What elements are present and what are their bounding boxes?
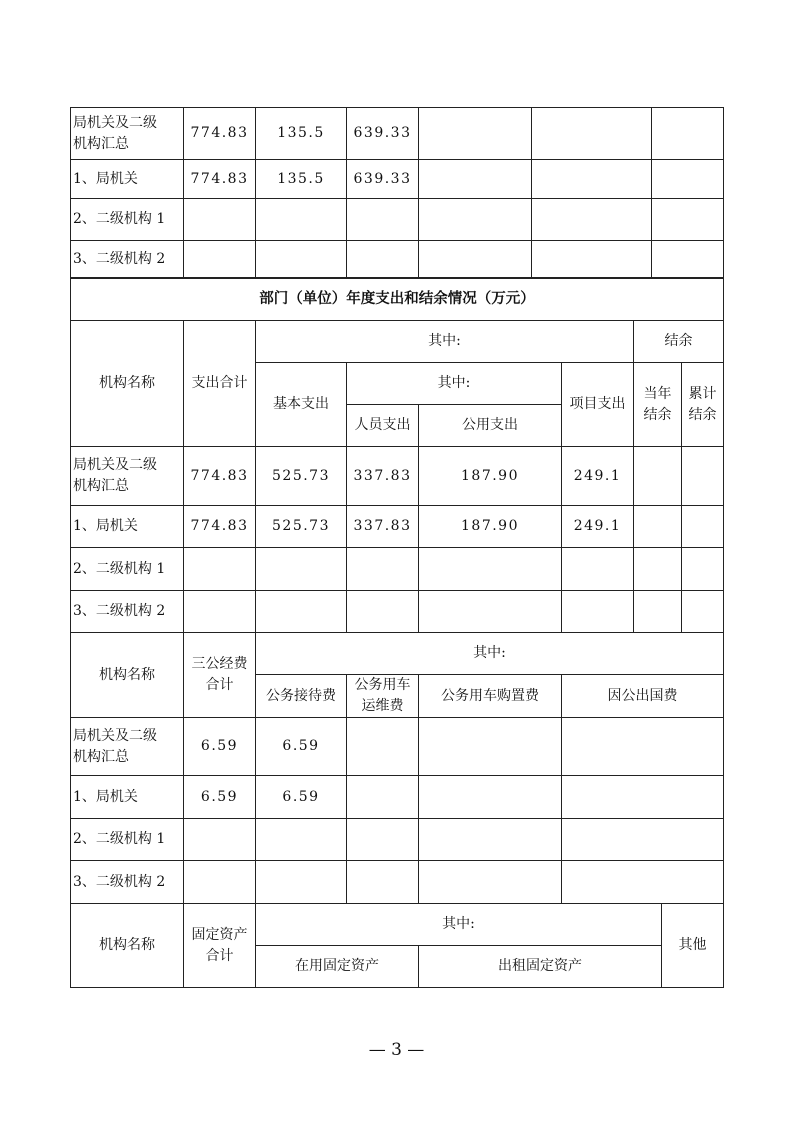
page-number: — 3 —	[368, 1040, 425, 1060]
value-cell: 639.33	[347, 160, 419, 199]
header-abroad: 因公出国费	[562, 675, 724, 718]
table-1	[70, 107, 724, 279]
value-cell: 6.59	[256, 776, 347, 819]
org-name-cell: 3、二级机构 2	[71, 861, 184, 904]
header-total: 支出合计	[184, 321, 256, 447]
table-row	[71, 819, 724, 861]
value-cell	[682, 548, 724, 591]
value-cell: 187.90	[419, 506, 562, 548]
value-cell	[634, 591, 682, 633]
value-cell	[532, 199, 652, 241]
value-cell: 135.5	[256, 108, 347, 160]
table-title-row	[71, 278, 724, 321]
value-cell	[419, 241, 532, 279]
value-cell	[347, 591, 419, 633]
value-cell	[652, 199, 724, 241]
value-cell: 249.1	[562, 447, 634, 506]
value-cell	[652, 108, 724, 160]
org-name-cell: 局机关及二级 机构汇总	[71, 447, 184, 506]
org-name-cell: 2、二级机构 1	[71, 548, 184, 591]
header-total: 三公经费 合计	[184, 633, 256, 718]
value-cell	[347, 819, 419, 861]
value-cell: 525.73	[256, 506, 347, 548]
value-cell	[347, 199, 419, 241]
value-cell	[347, 718, 419, 776]
header-leased: 出租固定资产	[419, 946, 662, 988]
table-row	[71, 776, 724, 819]
table-row	[71, 241, 724, 279]
value-cell	[652, 241, 724, 279]
value-cell	[419, 591, 562, 633]
table-row	[71, 506, 724, 548]
value-cell: 774.83	[184, 506, 256, 548]
value-cell: 774.83	[184, 160, 256, 199]
value-cell	[682, 447, 724, 506]
value-cell: 6.59	[184, 776, 256, 819]
header-accum-surplus: 累计 结余	[682, 363, 724, 447]
table-2-expenditure	[70, 277, 724, 633]
value-cell	[562, 718, 724, 776]
table-row	[71, 591, 724, 633]
value-cell	[562, 591, 634, 633]
value-cell	[256, 241, 347, 279]
org-name-cell: 1、局机关	[71, 776, 184, 819]
value-cell	[532, 160, 652, 199]
header-of-which: 其中:	[256, 904, 662, 946]
value-cell	[419, 108, 532, 160]
header-personnel: 人员支出	[347, 405, 419, 447]
value-cell	[634, 506, 682, 548]
header-of-which: 其中:	[256, 321, 634, 363]
table-row	[71, 160, 724, 199]
value-cell	[634, 447, 682, 506]
value-cell	[347, 776, 419, 819]
value-cell	[562, 548, 634, 591]
value-cell	[256, 591, 347, 633]
header-basic: 基本支出	[256, 363, 347, 447]
header-vehicle-op: 公务用车 运维费	[347, 675, 419, 718]
header-in-use: 在用固定资产	[256, 946, 419, 988]
value-cell	[652, 160, 724, 199]
header-org-name: 机构名称	[71, 321, 184, 447]
value-cell	[184, 241, 256, 279]
header-vehicle-buy: 公务用车购置费	[419, 675, 562, 718]
table-row	[71, 447, 724, 506]
value-cell: 639.33	[347, 108, 419, 160]
table-row	[71, 108, 724, 160]
value-cell	[184, 861, 256, 904]
value-cell: 6.59	[256, 718, 347, 776]
header-current-surplus: 当年 结余	[634, 363, 682, 447]
header-total: 固定资产 合计	[184, 904, 256, 988]
header-public: 公用支出	[419, 405, 562, 447]
org-name-cell: 1、局机关	[71, 160, 184, 199]
value-cell: 249.1	[562, 506, 634, 548]
org-name-cell: 局机关及二级 机构汇总	[71, 718, 184, 776]
header-row	[71, 321, 724, 363]
value-cell	[419, 776, 562, 819]
value-cell	[562, 819, 724, 861]
header-project: 项目支出	[562, 363, 634, 447]
table-title: 部门（单位）年度支出和结余情况（万元）	[71, 278, 724, 321]
org-name-cell: 2、二级机构 1	[71, 199, 184, 241]
header-org-name: 机构名称	[71, 904, 184, 988]
value-cell: 187.90	[419, 447, 562, 506]
org-name-cell: 局机关及二级 机构汇总	[71, 108, 184, 160]
value-cell	[347, 548, 419, 591]
value-cell: 337.83	[347, 447, 419, 506]
header-surplus: 结余	[634, 321, 724, 363]
table-row	[71, 199, 724, 241]
value-cell	[634, 548, 682, 591]
value-cell	[419, 861, 562, 904]
header-other: 其他	[662, 904, 724, 988]
value-cell	[532, 241, 652, 279]
value-cell	[256, 548, 347, 591]
header-row	[71, 904, 724, 946]
value-cell	[419, 718, 562, 776]
value-cell	[256, 861, 347, 904]
header-reception: 公务接待费	[256, 675, 347, 718]
value-cell	[532, 108, 652, 160]
org-name-cell: 1、局机关	[71, 506, 184, 548]
value-cell	[256, 199, 347, 241]
value-cell	[184, 199, 256, 241]
value-cell: 6.59	[184, 718, 256, 776]
header-of-which: 其中:	[256, 633, 724, 675]
org-name-cell: 3、二级机构 2	[71, 241, 184, 279]
value-cell	[184, 548, 256, 591]
header-row	[71, 633, 724, 675]
value-cell	[682, 506, 724, 548]
value-cell	[419, 548, 562, 591]
value-cell: 774.83	[184, 447, 256, 506]
value-cell: 774.83	[184, 108, 256, 160]
value-cell	[184, 819, 256, 861]
header-org-name: 机构名称	[71, 633, 184, 718]
value-cell	[562, 776, 724, 819]
value-cell	[347, 861, 419, 904]
value-cell: 525.73	[256, 447, 347, 506]
value-cell	[347, 241, 419, 279]
table-row	[71, 861, 724, 904]
org-name-cell: 2、二级机构 1	[71, 819, 184, 861]
value-cell	[419, 160, 532, 199]
table-4-fixed-assets	[70, 903, 724, 988]
header-of-which: 其中:	[347, 363, 562, 405]
value-cell: 135.5	[256, 160, 347, 199]
org-name-cell: 3、二级机构 2	[71, 591, 184, 633]
table-row	[71, 718, 724, 776]
table-3-three-public-expenses	[70, 632, 724, 904]
value-cell	[256, 819, 347, 861]
value-cell	[419, 199, 532, 241]
value-cell	[562, 861, 724, 904]
value-cell	[419, 819, 562, 861]
value-cell: 337.83	[347, 506, 419, 548]
value-cell	[184, 591, 256, 633]
value-cell	[682, 591, 724, 633]
table-row	[71, 548, 724, 591]
